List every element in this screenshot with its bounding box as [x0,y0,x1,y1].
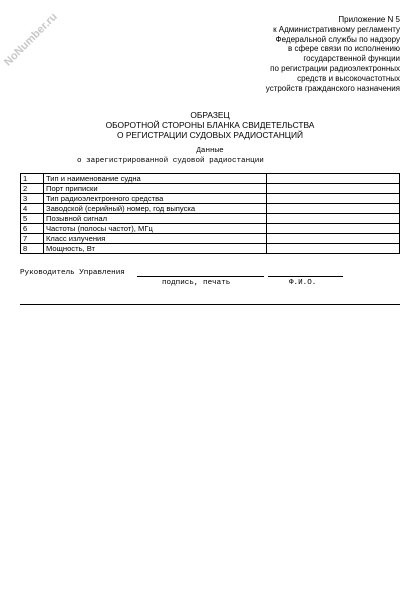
signatory-role: Руководитель Управления [20,269,125,277]
name-line [268,276,343,277]
row-value [267,224,400,234]
signature-line [137,276,264,277]
title-line: О РЕГИСТРАЦИИ СУДОВЫХ РАДИОСТАНЦИЙ [116,130,303,140]
appendix-line: устройств гражданского назначения [265,83,400,93]
appendix-header [180,15,400,93]
row-name: Порт приписки [44,184,267,194]
row-number: 8 [21,244,44,254]
row-value [267,214,400,224]
row-name: Частоты (полосы частот), МГц [44,224,267,234]
title-line: ОБРАЗЕЦ [190,110,230,120]
data-section-label: Данные [196,147,224,155]
row-number: 5 [21,214,44,224]
row-number: 7 [21,234,44,244]
table-row [21,174,400,184]
table-row [21,244,400,254]
appendix-line: в сфере связи по исполнению [288,44,400,54]
row-value [267,204,400,214]
appendix-line: Приложение N 5 [338,15,400,24]
row-number: 2 [21,184,44,194]
appendix-line: по регистрации радиоэлектронных [270,63,400,73]
row-value [267,194,400,204]
table-row [21,234,400,244]
table-row [21,224,400,234]
row-value [267,234,400,244]
table-row [21,204,400,214]
signature-caption: подпись, печать [162,279,231,287]
table-row [21,184,400,194]
appendix-line: государственной функции [303,54,400,64]
document-title [0,110,420,140]
row-value [267,244,400,254]
divider [20,304,400,305]
appendix-line: средств и высокочастотных [297,73,400,83]
row-name: Заводской (серийный) номер, год выпуска [44,204,267,214]
row-name: Тип и наименование судна [44,174,267,184]
row-name: Позывной сигнал [44,214,267,224]
row-name: Класс излучения [44,234,267,244]
watermark: NoNumber.ru [2,10,60,69]
row-name: Тип радиоэлектронного средства [44,194,267,204]
row-name: Мощность, Вт [44,244,267,254]
row-number: 1 [21,174,44,184]
appendix-line: Федеральной службы по надзору [275,34,400,44]
table-row [21,194,400,204]
registration-table [20,173,400,254]
appendix-line: к Административному регламенту [273,24,400,34]
name-caption: Ф.И.О. [289,279,317,287]
row-number: 6 [21,224,44,234]
row-value [267,174,400,184]
row-value [267,184,400,194]
table-row [21,214,400,224]
title-line: ОБОРОТНОЙ СТОРОНЫ БЛАНКА СВИДЕТЕЛЬСТВА [105,120,315,130]
row-number: 3 [21,194,44,204]
row-number: 4 [21,204,44,214]
data-section-subtitle: о зарегистрированной судовой радиостанции [77,157,264,165]
